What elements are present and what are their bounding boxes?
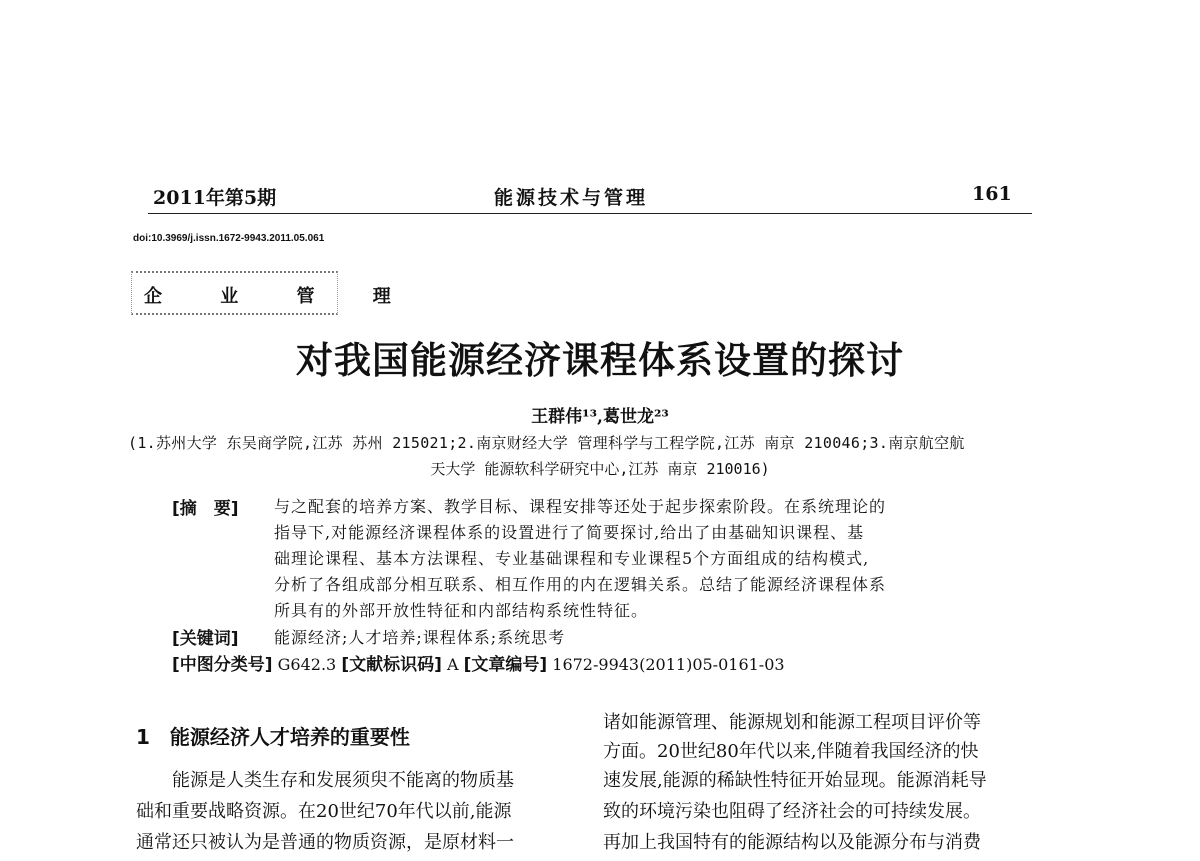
abstract-line: 与之配套的培养方案、教学目标、课程安排等还处于起步探索阶段。在系统理论的 <box>274 497 887 516</box>
issue-label: 2011年第5期 <box>153 187 277 209</box>
body-line: 能源是人类生存和发展须臾不能离的物质基 <box>136 770 514 791</box>
page-number: 161 <box>972 183 1012 205</box>
authors: 王群伟¹³,葛世龙²³ <box>531 407 669 427</box>
body-line: 再加上我国特有的能源结构以及能源分布与消费 <box>603 832 981 853</box>
header-rule <box>148 213 1032 214</box>
clc-label: [中图分类号] <box>172 655 273 675</box>
doi-line: doi:10.3969/j.issn.1672-9943.2011.05.061 <box>133 233 325 244</box>
clc-value: G642.3 <box>277 655 337 674</box>
section-heading: 1 能源经济人才培养的重要性 <box>136 725 410 749</box>
keywords-label: [关键词] <box>172 629 239 649</box>
journal-name: 能源技术与管理 <box>494 187 649 209</box>
affiliation-line-2: 天大学 能源软科学研究中心,江苏 南京 210016) <box>430 460 770 478</box>
abstract-line: 所具有的外部开放性特征和内部结构系统性特征。 <box>274 601 649 620</box>
abstract-label: [摘 要] <box>172 499 239 519</box>
body-line: 致的环境污染也阻碍了经济社会的可持续发展。 <box>603 801 981 822</box>
column-tag: 企 业 管 理 <box>144 286 417 307</box>
body-line: 通常还只被认为是普通的物质资源，是原材料一 <box>136 832 514 853</box>
body-line: 方面。20世纪80年代以来,伴随着我国经济的快 <box>603 741 979 762</box>
doc-code-value: A <box>446 655 459 674</box>
article-number-label: [文章编号] <box>463 655 548 675</box>
body-line: 速发展,能源的稀缺性特征开始显现。能源消耗导 <box>603 770 987 791</box>
abstract-line: 分析了各组成部分相互联系、相互作用的内在逻辑关系。总结了能源经济课程体系 <box>274 575 887 594</box>
article-number-value: 1672-9943(2011)05-0161-03 <box>552 655 785 674</box>
article-title: 对我国能源经济课程体系设置的探讨 <box>296 339 904 382</box>
classification-row <box>172 650 785 675</box>
body-line: 础和重要战略资源。在20世纪70年代以前,能源 <box>136 801 512 822</box>
abstract-line: 指导下,对能源经济课程体系的设置进行了简要探讨,给出了由基础知识课程、基 <box>274 523 865 542</box>
body-line: 诸如能源管理、能源规划和能源工程项目评价等 <box>603 712 981 733</box>
abstract-line: 础理论课程、基本方法课程、专业基础课程和专业课程5个方面组成的结构模式, <box>274 549 870 568</box>
column-tag-box <box>131 271 417 315</box>
affiliation-line-1: (1.苏州大学 东吴商学院,江苏 苏州 215021;2.南京财经大学 管理科学与工程学院,江苏 南京 210046;3.南京航空航 <box>128 434 965 452</box>
keywords-text: 能源经济;人才培养;课程体系;系统思考 <box>274 628 566 647</box>
doc-code-label: [文献标识码] <box>341 655 442 675</box>
